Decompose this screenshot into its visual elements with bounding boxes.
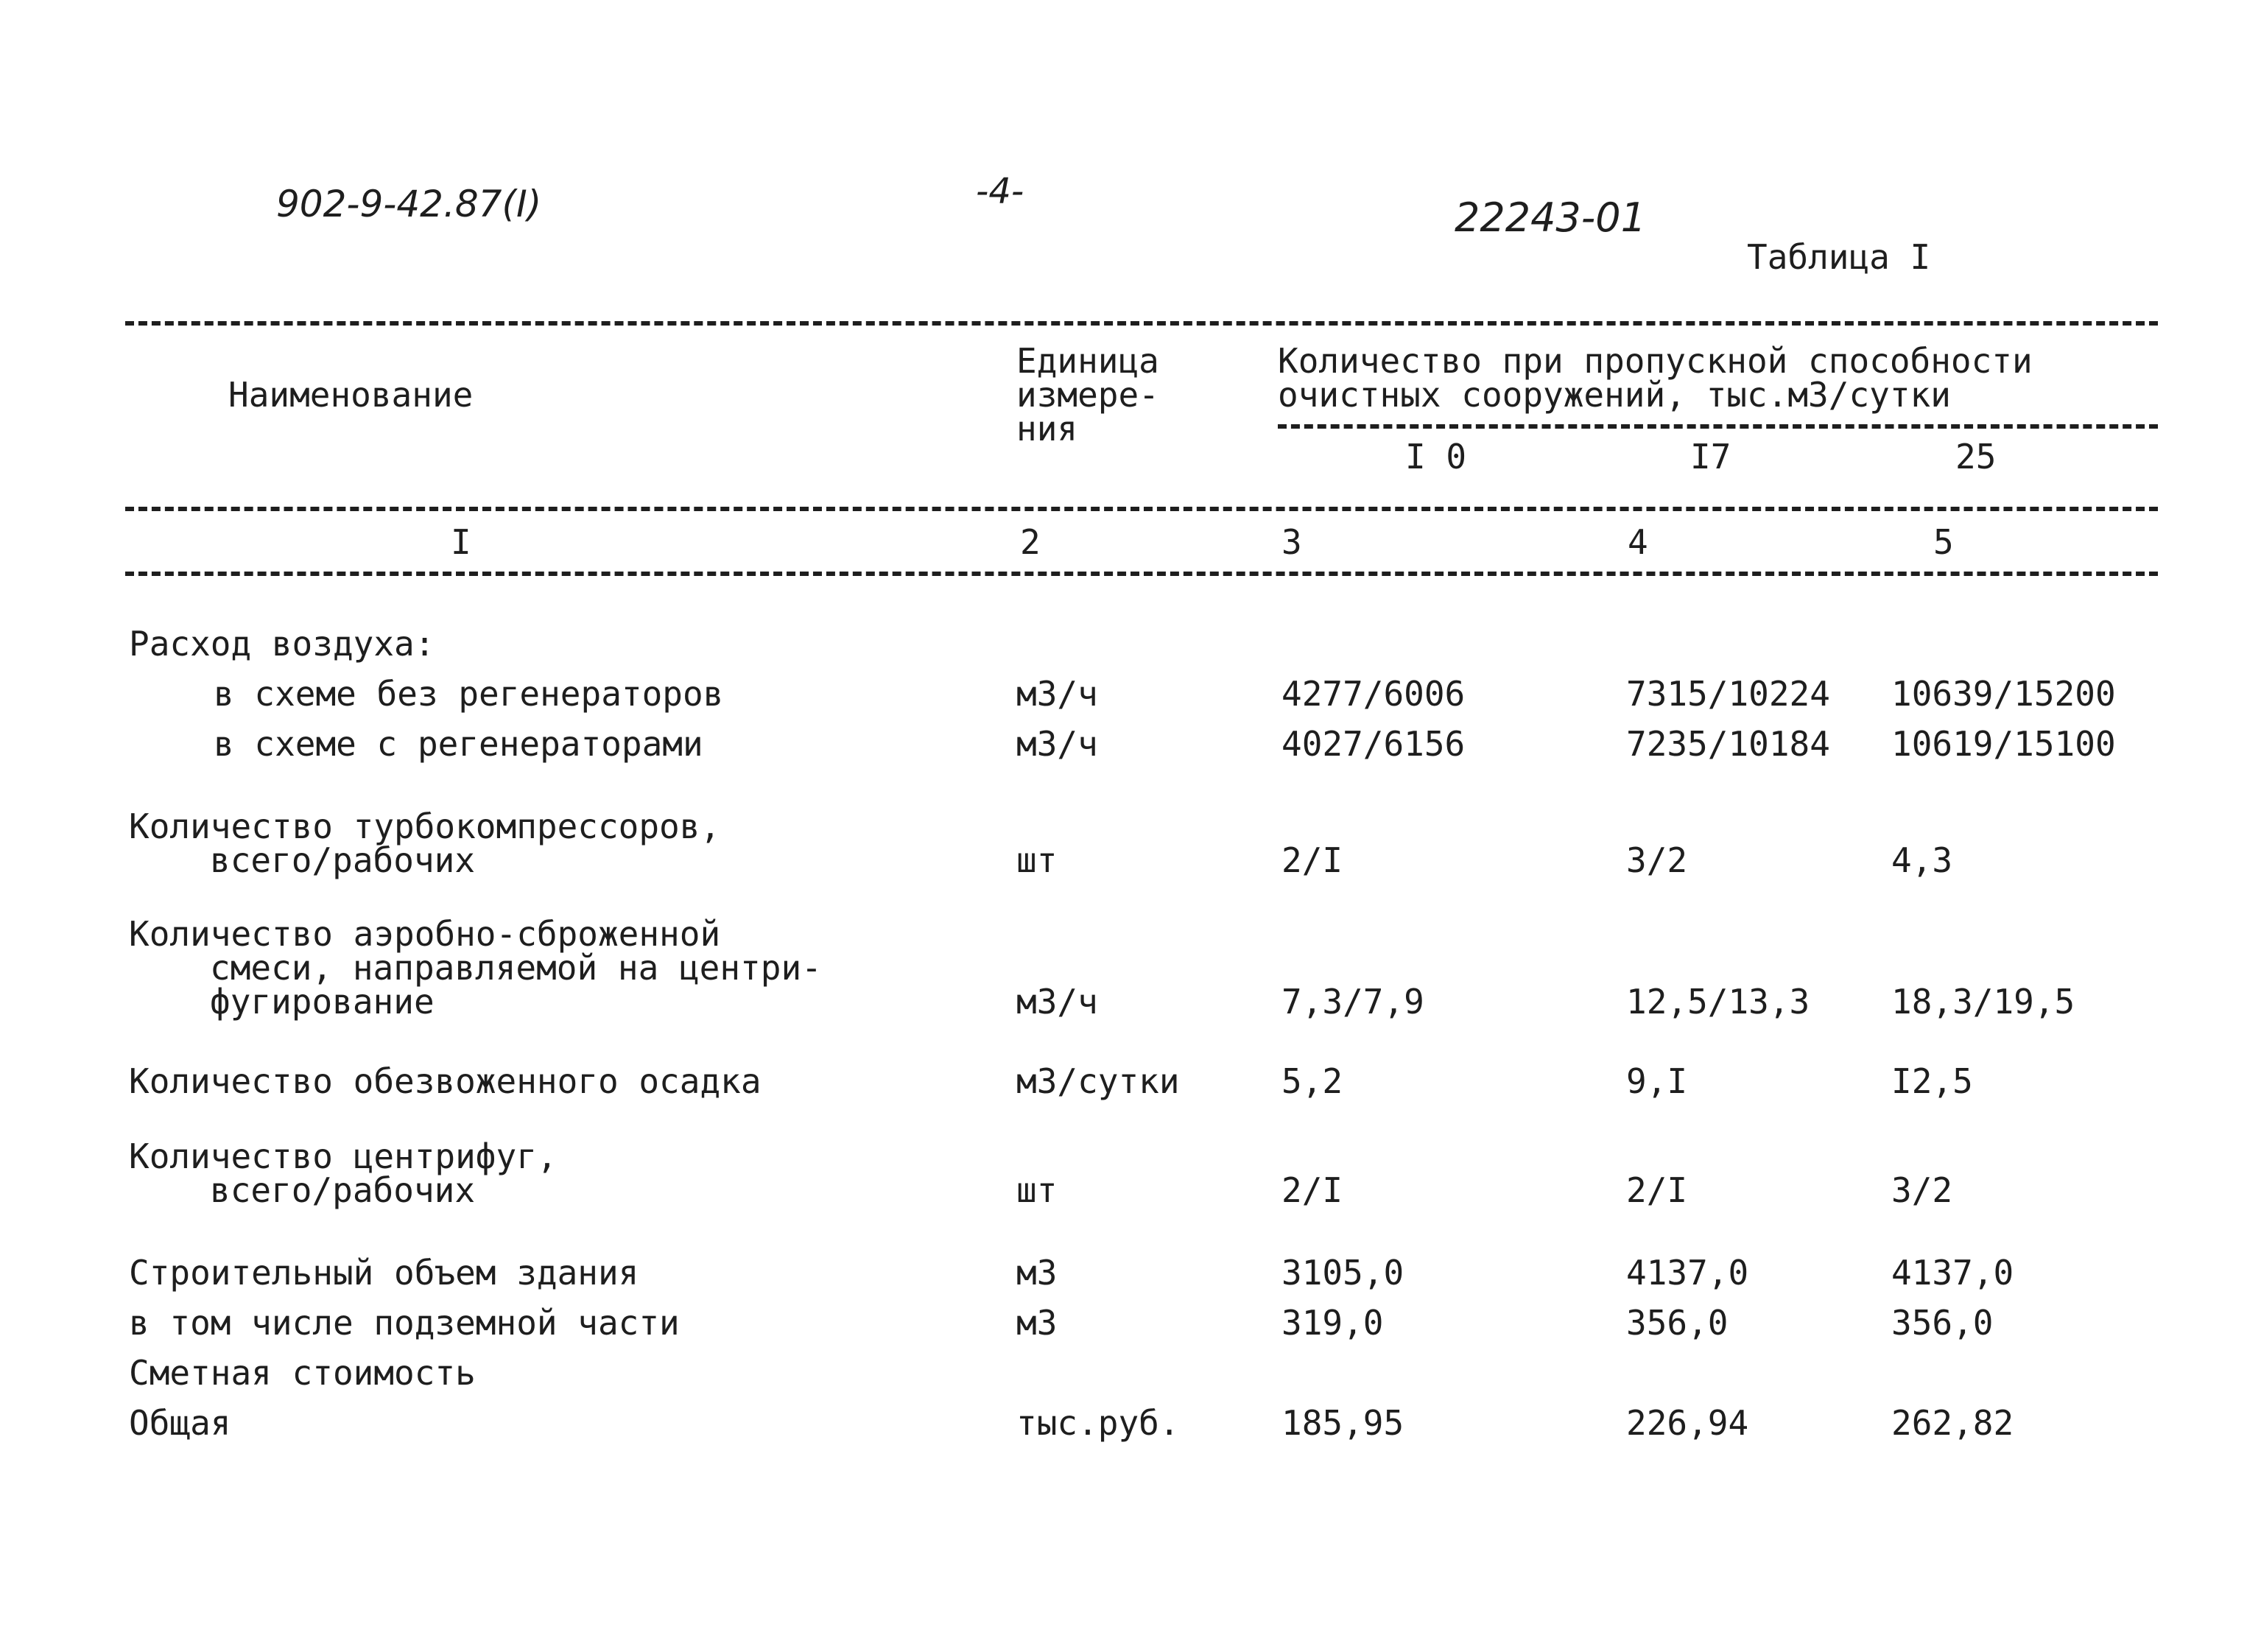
row-name: фугирование xyxy=(210,982,435,1022)
row-value: 356,0 xyxy=(1891,1303,1994,1343)
row-value: 226,94 xyxy=(1626,1403,1749,1443)
row-name: смеси, направляемой на центри- xyxy=(210,948,822,988)
col-unit-header-line: измере- xyxy=(1016,375,1159,415)
row-value: 4027/6156 xyxy=(1281,724,1466,764)
row-value: 7235/10184 xyxy=(1626,724,1830,764)
row-value: 4137,0 xyxy=(1626,1253,1749,1293)
row-value: 4137,0 xyxy=(1891,1253,2014,1293)
row-value: 10619/15100 xyxy=(1891,724,2116,764)
row-name: Количество центрифуг, xyxy=(129,1136,558,1176)
row-unit: м3 xyxy=(1016,1303,1058,1343)
row-unit: м3/сутки xyxy=(1016,1061,1180,1101)
column-number: 3 xyxy=(1281,522,1302,562)
row-unit: м3 xyxy=(1016,1253,1058,1293)
row-value: 2/I xyxy=(1626,1170,1688,1210)
column-number: 4 xyxy=(1628,522,1648,562)
row-value: 5,2 xyxy=(1281,1061,1343,1101)
row-value: 319,0 xyxy=(1281,1303,1384,1343)
row-name: всего/рабочих xyxy=(210,840,476,880)
row-value: 3105,0 xyxy=(1281,1253,1404,1293)
row-unit: м3/ч xyxy=(1016,982,1098,1022)
row-value: 356,0 xyxy=(1626,1303,1729,1343)
row-name: Расход воздуха: xyxy=(129,624,435,664)
row-value: 7315/10224 xyxy=(1626,674,1830,714)
row-name: Общая xyxy=(129,1403,231,1443)
capacity-10: I 0 xyxy=(1405,437,1467,477)
row-unit: м3/ч xyxy=(1016,724,1098,764)
column-number: 2 xyxy=(1020,522,1041,562)
row-value: I2,5 xyxy=(1891,1061,1973,1101)
column-number: 5 xyxy=(1933,522,1954,562)
row-name: Количество турбокомпрессоров, xyxy=(129,806,721,846)
col-unit-header-line: ния xyxy=(1016,409,1078,449)
row-name: Сметная стоимость xyxy=(129,1353,476,1393)
row-name: всего/рабочих xyxy=(210,1170,476,1210)
row-value: 185,95 xyxy=(1281,1403,1404,1443)
row-value: 10639/15200 xyxy=(1891,674,2116,714)
row-value: 7,3/7,9 xyxy=(1281,982,1424,1022)
row-value: 2/I xyxy=(1281,840,1343,880)
row-value: 18,3/19,5 xyxy=(1891,982,2075,1022)
document-code: 902-9-42.87(I) xyxy=(276,183,542,225)
row-value: 9,I xyxy=(1626,1061,1688,1101)
column-numbers-rule xyxy=(125,572,2158,576)
row-name: в том числе подземной части xyxy=(129,1303,680,1343)
row-value: 12,5/13,3 xyxy=(1626,982,1810,1022)
row-unit: шт xyxy=(1016,840,1058,880)
col-name-header: Наименование xyxy=(228,375,474,415)
capacity-rule xyxy=(1278,424,2158,429)
col-unit-header-line: Единица xyxy=(1016,341,1159,381)
row-name: Количество аэробно-сброженной xyxy=(129,914,721,954)
column-number: I xyxy=(451,522,471,562)
row-name: Количество обезвоженного осадка xyxy=(129,1061,762,1101)
row-name: в схеме с регенераторами xyxy=(214,724,703,764)
row-value: 3/2 xyxy=(1891,1170,1953,1210)
sheet-code: 22243-01 xyxy=(1455,194,1646,241)
row-unit: тыс.руб. xyxy=(1016,1403,1180,1443)
table-label: Таблица I xyxy=(1747,237,1931,277)
table-top-rule xyxy=(125,321,2158,326)
col-qty-header-line: очистных сооружений, тыс.м3/сутки xyxy=(1278,375,1951,415)
page-number: -4- xyxy=(976,171,1024,212)
row-name: Строительный объем здания xyxy=(129,1253,639,1293)
row-value: 3/2 xyxy=(1626,840,1688,880)
row-value: 4277/6006 xyxy=(1281,674,1466,714)
row-unit: м3/ч xyxy=(1016,674,1098,714)
capacity-25: 25 xyxy=(1955,437,1997,477)
row-value: 2/I xyxy=(1281,1170,1343,1210)
col-qty-header-line: Количество при пропускной способности xyxy=(1278,341,2033,381)
row-value: 262,82 xyxy=(1891,1403,2014,1443)
row-unit: шт xyxy=(1016,1170,1058,1210)
header-bottom-rule xyxy=(125,507,2158,511)
row-value: 4,3 xyxy=(1891,840,1953,880)
row-name: в схеме без регенераторов xyxy=(214,674,724,714)
capacity-17: I7 xyxy=(1690,437,1731,477)
